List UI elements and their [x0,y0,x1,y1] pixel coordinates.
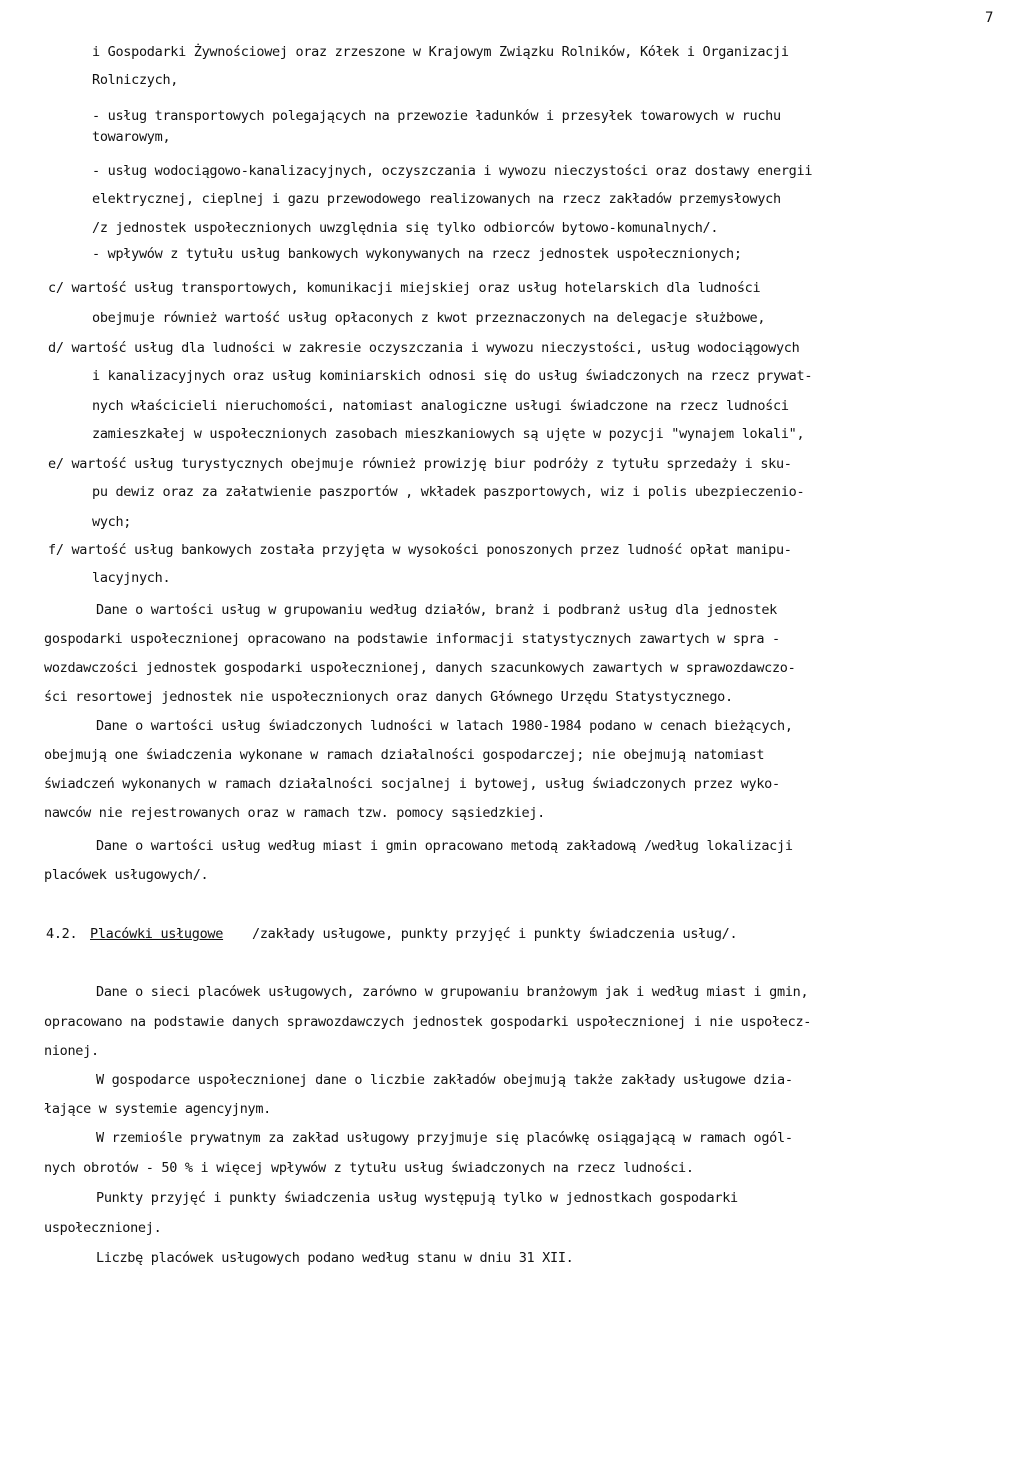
text-line: Dane o wartości usług według miast i gmin opracowano metodą zakładową /według lokalizacji [96,838,793,854]
page-number: 7 [985,10,994,26]
text-line: i kanalizacyjnych oraz usług kominiarskich odnosi się do usług świadczonych na rzecz prywat- [92,368,813,384]
text-line: gospodarki uspołecznionej opracowano na podstawie informacji statystycznych zawartych w spra - [44,631,780,647]
text-line: łające w systemie agencyjnym. [44,1101,272,1117]
text-line: nych właścicieli nieruchomości, natomiast analogiczne usługi świadczone na rzecz ludności [92,398,789,414]
text-line: towarowym, [92,129,171,145]
text-line: - usług transportowych polegających na przewozie ładunków i przesyłek towarowych w ruchu [92,108,781,124]
text-line: elektrycznej, cieplnej i gazu przewodowego realizowanych na rzecz zakładów przemysłowych [92,191,781,207]
text-line: pu dewiz oraz za załatwienie paszportów , wkładek paszportowych, wiz i polis ubezpieczenio- [92,484,805,500]
text-line: placówek usługowych/. [44,867,209,883]
text-line: - usług wodociągowo-kanalizacyjnych, oczyszczania i wywozu nieczystości oraz dostawy energii [92,163,813,179]
text-line: wozdawczości jednostek gospodarki uspołecznionej, danych szacunkowych zawartych w sprawozdawczo- [44,660,796,676]
text-line: nawców nie rejestrowanych oraz w ramach tzw. pomocy sąsiedzkiej. [44,805,545,821]
text-line: Liczbę placówek usługowych podano według stanu w dniu 31 XII. [96,1250,574,1266]
text-line: W gospodarce uspołecznionej dane o liczbie zakładów obejmują także zakłady usługowe dzia- [96,1072,793,1088]
text-line: ści resortowej jednostek nie uspołecznionych oraz danych Głównego Urzędu Statystycznego. [44,689,733,705]
text-line: Punkty przyjęć i punkty świadczenia usług występują tylko w jednostkach gospodarki [96,1190,738,1206]
text-line: lacyjnych. [92,570,171,586]
text-line: opracowano na podstawie danych sprawozdawczych jednostek gospodarki uspołecznionej i nie uspołecz- [44,1014,812,1030]
section-number: 4.2. [46,926,78,942]
text-line: c/ wartość usług transportowych, komunikacji miejskiej oraz usług hotelarskich dla ludności [48,280,761,296]
section-heading-subtitle: /zakłady usługowe, punkty przyjęć i punkty świadczenia usług/. [252,926,738,942]
text-line: wych; [92,514,132,530]
text-line: Rolniczych, [92,72,179,88]
text-line: d/ wartość usług dla ludności w zakresie oczyszczania i wywozu nieczystości, usług wodociągowych [48,340,800,356]
text-line: uspołecznionej. [44,1220,162,1236]
text-line: świadczeń wykonanych w ramach działalności socjalnej i bytowej, usług świadczonych przez wyko- [44,776,780,792]
text-line: obejmują one świadczenia wykonane w ramach działalności gospodarczej; nie obejmują natomiast [44,747,765,763]
text-line: e/ wartość usług turystycznych obejmuje również prowizję biur podróży z tytułu sprzedaży i sku- [48,456,792,472]
text-line: obejmuje również wartość usług opłaconych z kwot przeznaczonych na delegacje służbowe, [92,310,766,326]
text-line: - wpływów z tytułu usług bankowych wykonywanych na rzecz jednostek uspołecznionych; [92,246,742,262]
section-heading: Placówki usługowe [90,926,224,942]
text-line: nych obrotów - 50 % i więcej wpływów z tytułu usług świadczonych na rzecz ludności. [44,1160,694,1176]
text-line: Dane o sieci placówek usługowych, zarówno w grupowaniu branżowym jak i według miast i gmin, [96,984,809,1000]
text-line: Dane o wartości usług w grupowaniu według działów, branż i podbranż usług dla jednostek [96,602,778,618]
text-line: W rzemiośle prywatnym za zakład usługowy przyjmuje się placówkę osiągającą w ramach ogól- [96,1130,793,1146]
text-line: f/ wartość usług bankowych została przyjęta w wysokości ponoszonych przez ludność opłat manipu- [48,542,792,558]
text-line: /z jednostek uspołecznionych uwzględnia się tylko odbiorców bytowo-komunalnych/. [92,220,719,236]
text-line: i Gospodarki Żywnościowej oraz zrzeszone w Krajowym Związku Rolników, Kółek i Organizacji [92,44,789,60]
text-line: nionej. [44,1043,99,1059]
text-line: Dane o wartości usług świadczonych ludności w latach 1980-1984 podano w cenach bieżących, [96,718,793,734]
text-line: zamieszkałej w uspołecznionych zasobach mieszkaniowych są ujęte w pozycji "wynajem lokali", [92,426,805,442]
